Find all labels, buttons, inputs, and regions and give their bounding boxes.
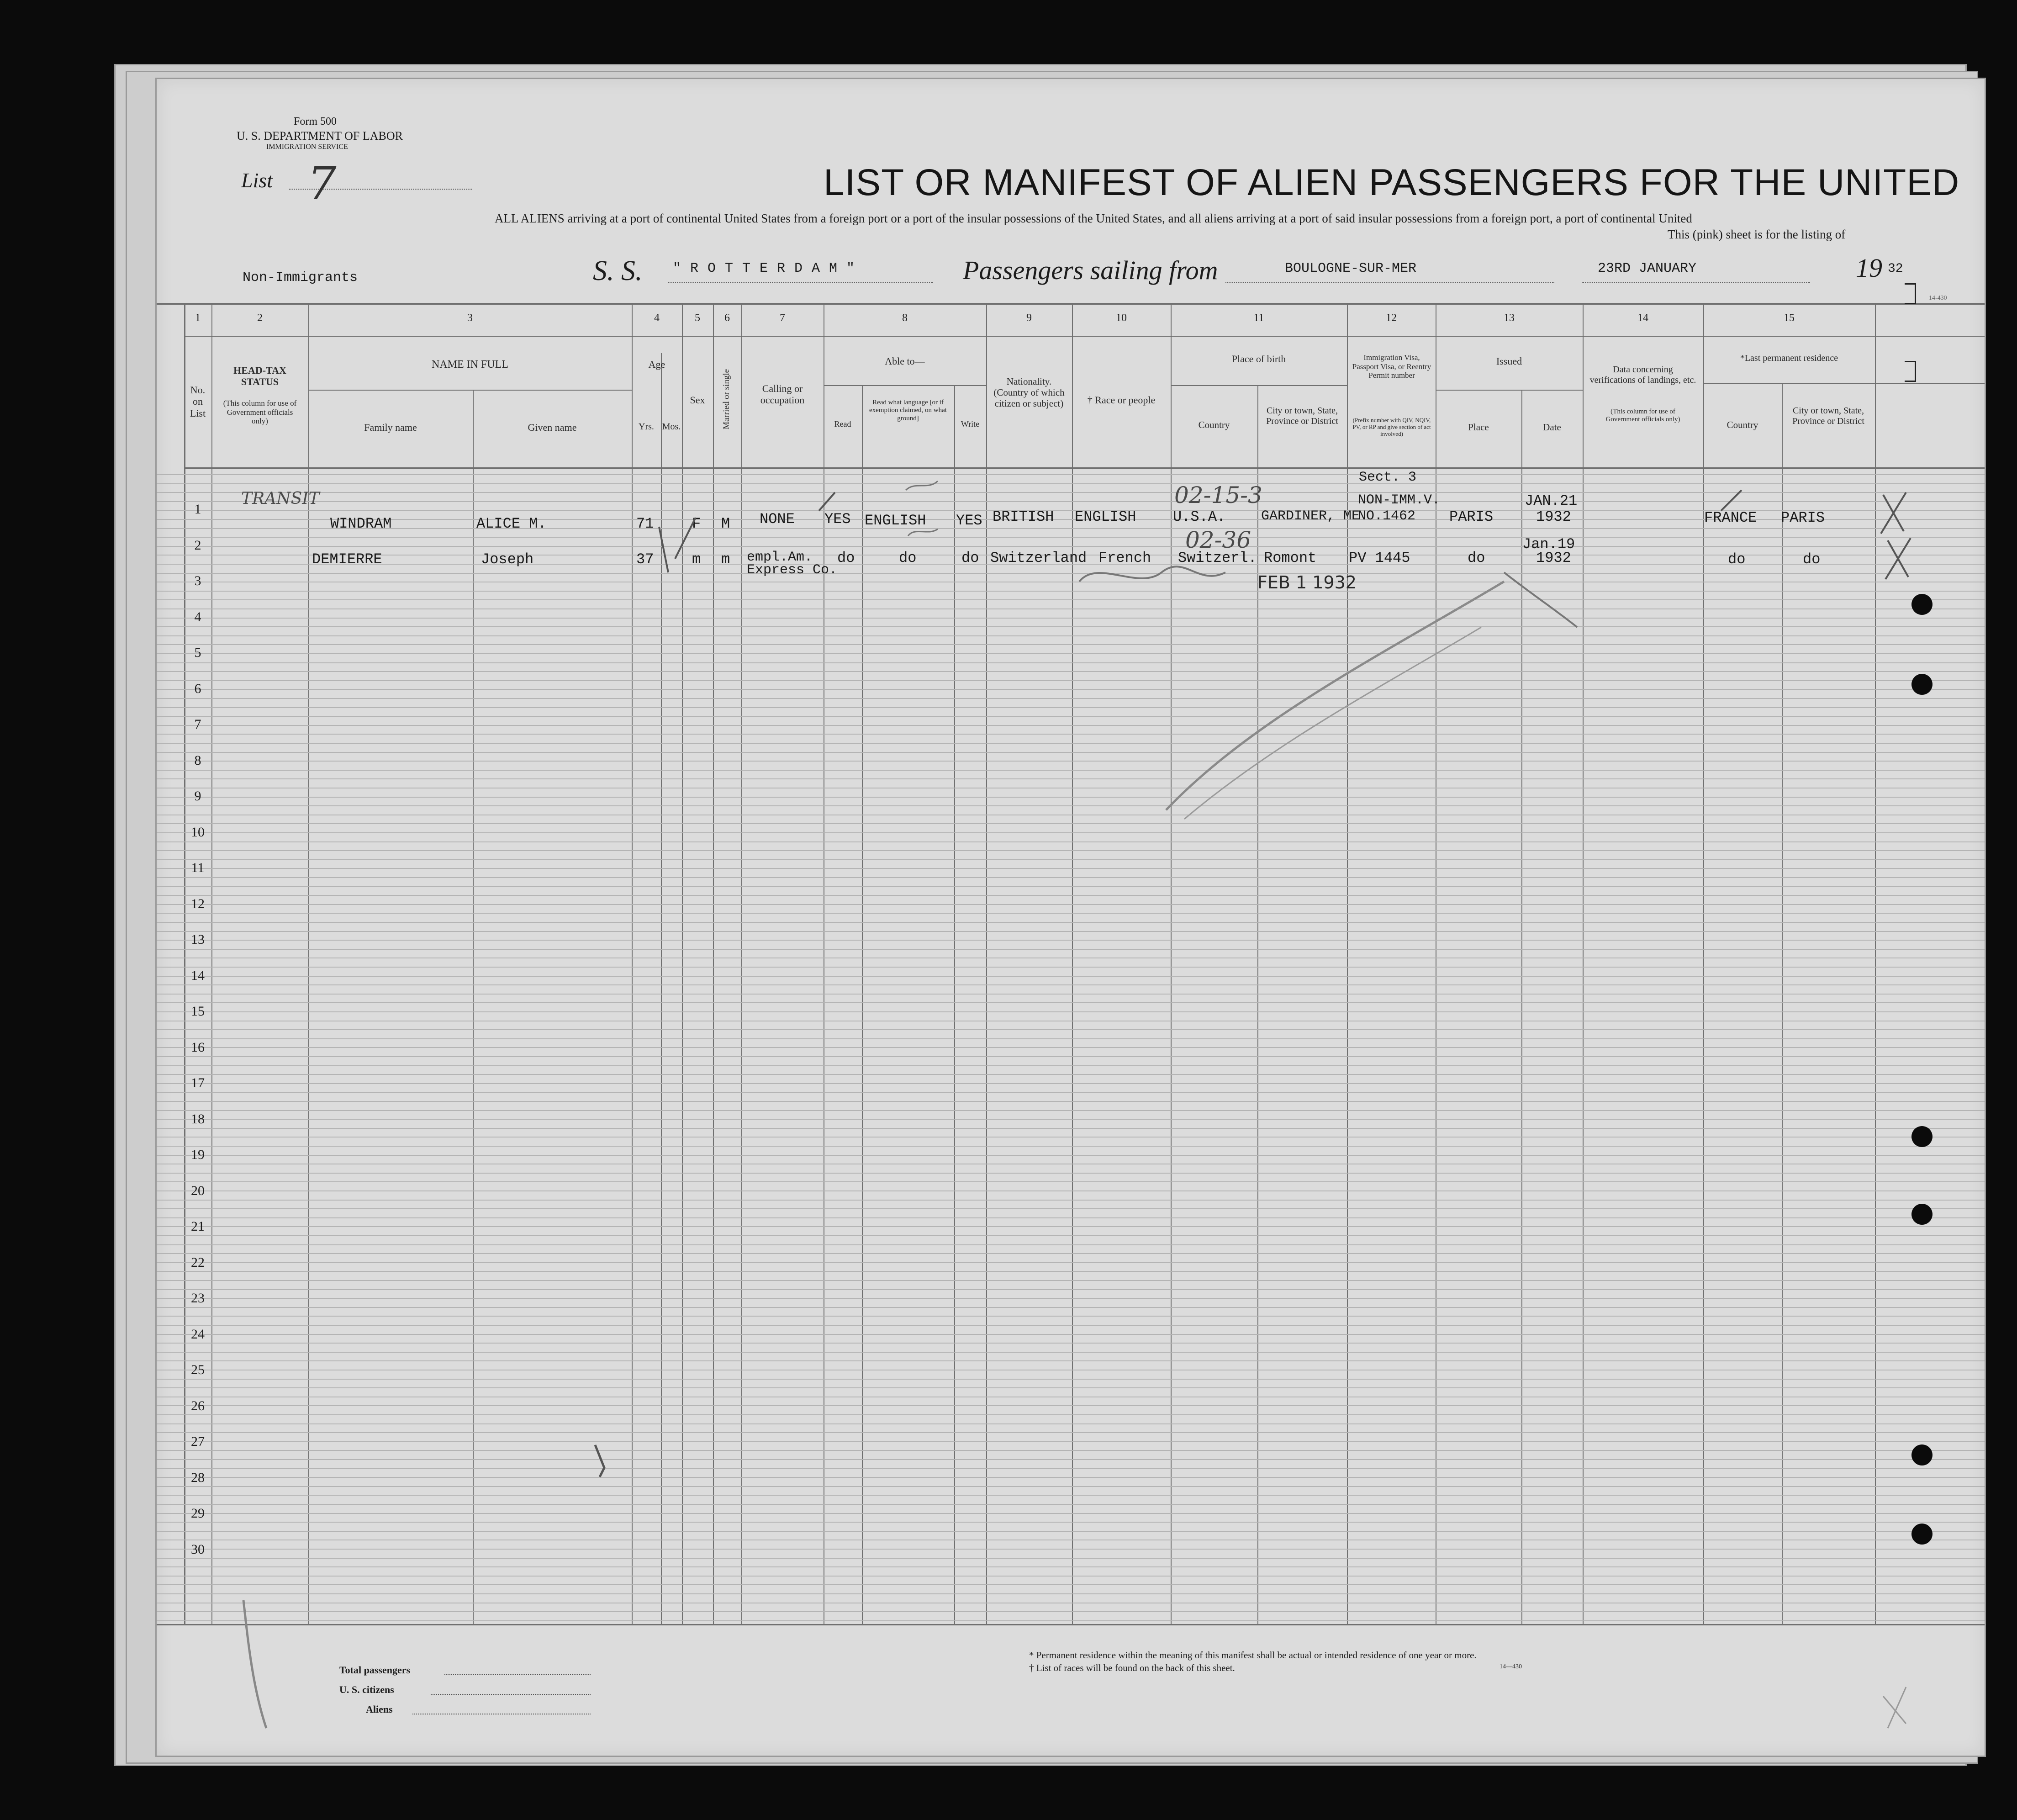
date-stamp: FEB 1 1932 <box>1257 572 1357 593</box>
sailing-from-label: Passengers sailing from <box>963 255 1218 285</box>
birth-country-cell: U.S.A. <box>1173 508 1226 525</box>
signature-stroke <box>1504 572 1577 627</box>
row-number: 5 <box>194 645 201 660</box>
cross-mark <box>1885 538 1911 579</box>
row-number: 15 <box>191 1004 205 1019</box>
column-number: 1 <box>195 312 201 324</box>
row-number: 13 <box>191 932 205 947</box>
header-race: † Race or people <box>1087 394 1156 406</box>
issued-date-cell: 1932 <box>1536 508 1571 525</box>
res-city-cell: do <box>1803 551 1821 568</box>
binder-clip <box>1905 361 1916 382</box>
head-tax-stamp: TRANSIT <box>241 489 320 508</box>
column-number: 8 <box>902 312 908 324</box>
cross-mark <box>1881 492 1906 534</box>
header-place-of-birth: Place of birth <box>1231 353 1286 365</box>
row-number: 19 <box>191 1147 205 1162</box>
row-number: 16 <box>191 1040 205 1055</box>
header-verifications: Data concerning verifications of landings, etc. <box>1589 365 1696 385</box>
issued-date-cell: 1932 <box>1536 550 1571 566</box>
row-number: 27 <box>191 1434 205 1449</box>
read-cell: do <box>837 550 855 566</box>
category-label: Non-Immigrants <box>243 270 358 286</box>
manifest-subtitle-2: This (pink) sheet is for the listing of <box>1668 228 1846 241</box>
row-number: 18 <box>191 1111 205 1127</box>
handwritten-code: 02-36 <box>1185 527 1251 553</box>
calling-cell: empl.Am. <box>747 550 813 565</box>
married-cell: M <box>721 515 730 532</box>
write-cell: YES <box>956 512 982 529</box>
header-write: Write <box>961 419 980 429</box>
binder-hole <box>1911 674 1933 695</box>
binder-hole <box>1911 1126 1933 1147</box>
column-number: 7 <box>780 312 785 324</box>
corner-code: 14-430 <box>1929 295 1947 302</box>
sex-cell: F <box>692 515 701 532</box>
header-married: Married or single <box>722 369 732 429</box>
binder-hole <box>1911 594 1933 615</box>
handwritten-mark <box>595 1445 604 1477</box>
nationality-cell: Switzerland <box>990 550 1087 566</box>
res-city-cell: PARIS <box>1781 509 1825 526</box>
row-number: 9 <box>194 788 201 804</box>
row-number: 29 <box>191 1506 205 1521</box>
annotation-marks <box>157 79 1985 1756</box>
ship-name: "ROTTERDAM" <box>673 261 864 276</box>
us-citizens-label: U. S. citizens <box>339 1684 394 1695</box>
row-number: 30 <box>191 1542 205 1557</box>
department-name: U. S. DEPARTMENT OF LABOR <box>237 129 403 143</box>
language-cell: do <box>899 550 917 566</box>
form-number: Form 500 <box>294 116 337 127</box>
birth-city-cell: GARDINER, ME <box>1261 508 1360 524</box>
header-res-country: Country <box>1727 419 1758 430</box>
row-number: 7 <box>194 717 201 732</box>
race-cell: French <box>1098 550 1151 566</box>
row-number: 17 <box>191 1075 205 1090</box>
binder-hole <box>1911 1444 1933 1466</box>
column-number: 6 <box>724 312 730 324</box>
header-no-on-list: No. on List <box>190 384 206 419</box>
column-number: 2 <box>257 312 263 324</box>
footnote-races: † List of races will be found on the back of this sheet. <box>1029 1662 1235 1673</box>
signature-stroke <box>1166 582 1504 810</box>
header-mos: Mos. <box>662 422 681 432</box>
issued-date-cell: Jan.19 <box>1522 536 1575 553</box>
column-number: 3 <box>467 312 473 324</box>
handwritten-code: 02-15-3 <box>1174 482 1262 508</box>
year-prefix: 19 <box>1856 253 1882 283</box>
header-birth-city: City or town, State, Province or District <box>1266 406 1338 426</box>
given-name-cell: Joseph <box>481 551 534 568</box>
header-given-name: Given name <box>528 422 577 433</box>
header-name-in-full: NAME IN FULL <box>432 359 508 370</box>
header-family-name: Family name <box>364 422 417 433</box>
visa-cell: NON-IMM.V. <box>1358 492 1441 508</box>
handwritten-mark <box>906 481 938 490</box>
header-nationality: Nationality. (Country of which citizen or subject) <box>993 376 1065 409</box>
header-age: Age <box>648 359 665 370</box>
row-number: 14 <box>191 968 205 983</box>
column-number: 4 <box>654 312 660 324</box>
res-country-cell: FRANCE <box>1704 509 1757 526</box>
header-calling: Calling or occupation <box>760 383 805 406</box>
ss-label: S. S. <box>593 255 643 286</box>
header-read: Read <box>834 419 851 429</box>
total-passengers-line <box>444 1674 591 1675</box>
header-last-residence: *Last permanent residence <box>1740 353 1838 363</box>
row-number: 11 <box>191 860 205 875</box>
row-number: 6 <box>194 681 201 696</box>
row-number: 3 <box>194 573 201 588</box>
row-number: 24 <box>191 1327 205 1342</box>
manifest-subtitle-1: ALL ALIENS arriving at a port of continental United States from a foreign port or a port of the insular possessions of the United States, and all aliens arriving at a port of said insular possessions from a foreign port, a port of continental United <box>495 212 1692 225</box>
column-number: 5 <box>695 312 700 324</box>
header-head-tax: HEAD-TAX STATUS <box>233 365 286 388</box>
column-number: 12 <box>1386 312 1397 324</box>
issued-place-cell: PARIS <box>1449 508 1494 525</box>
manifest-title: LIST OR MANIFEST OF ALIEN PASSENGERS FOR THE UNITED <box>824 162 1960 203</box>
service-name: IMMIGRATION SERVICE <box>266 143 348 151</box>
column-number: 13 <box>1504 312 1515 324</box>
row-number: 12 <box>191 896 205 911</box>
header-visa-note: (Prefix number with QIV, NQIV, PV, or RP and give section of act involved) <box>1352 417 1431 437</box>
married-cell: m <box>721 551 730 568</box>
section-note: Sect. 3 <box>1359 470 1417 485</box>
departure-port: BOULOGNE-SUR-MER <box>1285 261 1417 276</box>
year-suffix: 32 <box>1888 262 1903 276</box>
list-label: List <box>241 169 273 192</box>
header-sex: Sex <box>690 394 705 406</box>
manifest-sheet <box>155 78 1986 1757</box>
signature-stroke <box>1079 566 1225 582</box>
header-head-tax-note: (This column for use of Government officials only) <box>223 399 297 426</box>
column-number: 9 <box>1026 312 1032 324</box>
age-cell: 37 <box>636 551 654 568</box>
footnote-residence: * Permanent residence within the meaning of this manifest shall be actual or intended residence of one year or more. <box>1029 1650 1477 1661</box>
read-cell: YES <box>824 511 851 528</box>
row-number: 26 <box>191 1398 205 1413</box>
sex-cell: m <box>692 551 701 568</box>
handwritten-mark <box>908 529 938 536</box>
header-able-to: Able to— <box>885 355 925 367</box>
row-number: 1 <box>194 502 201 517</box>
signature-stroke <box>1184 627 1481 819</box>
issued-date-cell: JAN.21 <box>1525 492 1578 509</box>
visa-cell: NO.1462 <box>1358 508 1416 524</box>
write-cell: do <box>961 550 979 566</box>
column-number: 11 <box>1253 312 1264 324</box>
age-cell: 71 <box>636 515 654 532</box>
row-number: 10 <box>191 825 205 840</box>
sailing-date: 23RD JANUARY <box>1598 261 1697 276</box>
check-mark <box>1721 490 1742 511</box>
family-name-cell: DEMIERRE <box>312 551 382 568</box>
row-number: 20 <box>191 1183 205 1198</box>
row-number: 23 <box>191 1291 205 1306</box>
row-number: 4 <box>194 609 201 624</box>
check-mark <box>819 492 835 511</box>
visa-cell: PV 1445 <box>1349 550 1410 566</box>
header-read-language: Read what language [or if exemption claimed, on what ground] <box>869 399 947 422</box>
res-country-cell: do <box>1728 551 1746 568</box>
row-number: 25 <box>191 1362 205 1377</box>
header-issued-place: Place <box>1468 422 1489 433</box>
issued-place-cell: do <box>1468 550 1485 566</box>
family-name-cell: WINDRAM <box>330 515 392 532</box>
birth-country-cell: Switzerl. <box>1178 550 1257 566</box>
total-passengers-label: Total passengers <box>339 1664 411 1676</box>
cross-mark <box>1883 1687 1906 1728</box>
aliens-label: Aliens <box>366 1704 393 1715</box>
row-number: 28 <box>191 1470 205 1485</box>
header-verifications-note: (This column for use of Government officials only) <box>1605 408 1680 423</box>
header-birth-country: Country <box>1198 419 1230 430</box>
check-mark <box>675 518 696 559</box>
row-number: 22 <box>191 1255 205 1270</box>
column-number: 10 <box>1116 312 1127 324</box>
footer-code: 14—430 <box>1500 1663 1522 1670</box>
header-yrs: Yrs. <box>639 422 654 432</box>
column-number: 14 <box>1637 312 1648 324</box>
header-visa: Immigration Visa, Passport Visa, or Reentry Permit number <box>1352 353 1431 380</box>
nationality-cell: BRITISH <box>993 508 1054 525</box>
binder-clip <box>1905 283 1916 304</box>
language-cell: ENGLISH <box>865 512 926 529</box>
us-citizens-line <box>431 1694 591 1695</box>
calling-cell: Express Co. <box>747 562 838 578</box>
given-name-cell: ALICE M. <box>476 515 547 532</box>
header-issued: Issued <box>1496 355 1522 367</box>
column-number: 15 <box>1784 312 1795 324</box>
list-number: 7 <box>307 157 337 210</box>
header-issued-date: Date <box>1543 422 1561 433</box>
handwritten-mark <box>243 1600 266 1728</box>
binder-hole <box>1911 1524 1933 1545</box>
check-mark <box>659 527 668 572</box>
birth-city-cell: Romont <box>1264 550 1317 566</box>
row-number: 8 <box>194 753 201 768</box>
binder-hole <box>1911 1204 1933 1225</box>
row-number: 21 <box>191 1219 205 1234</box>
race-cell: ENGLISH <box>1075 508 1136 525</box>
header-res-city: City or town, State, Province or District <box>1792 406 1864 426</box>
calling-cell: NONE <box>760 511 795 528</box>
row-number: 2 <box>194 538 201 553</box>
